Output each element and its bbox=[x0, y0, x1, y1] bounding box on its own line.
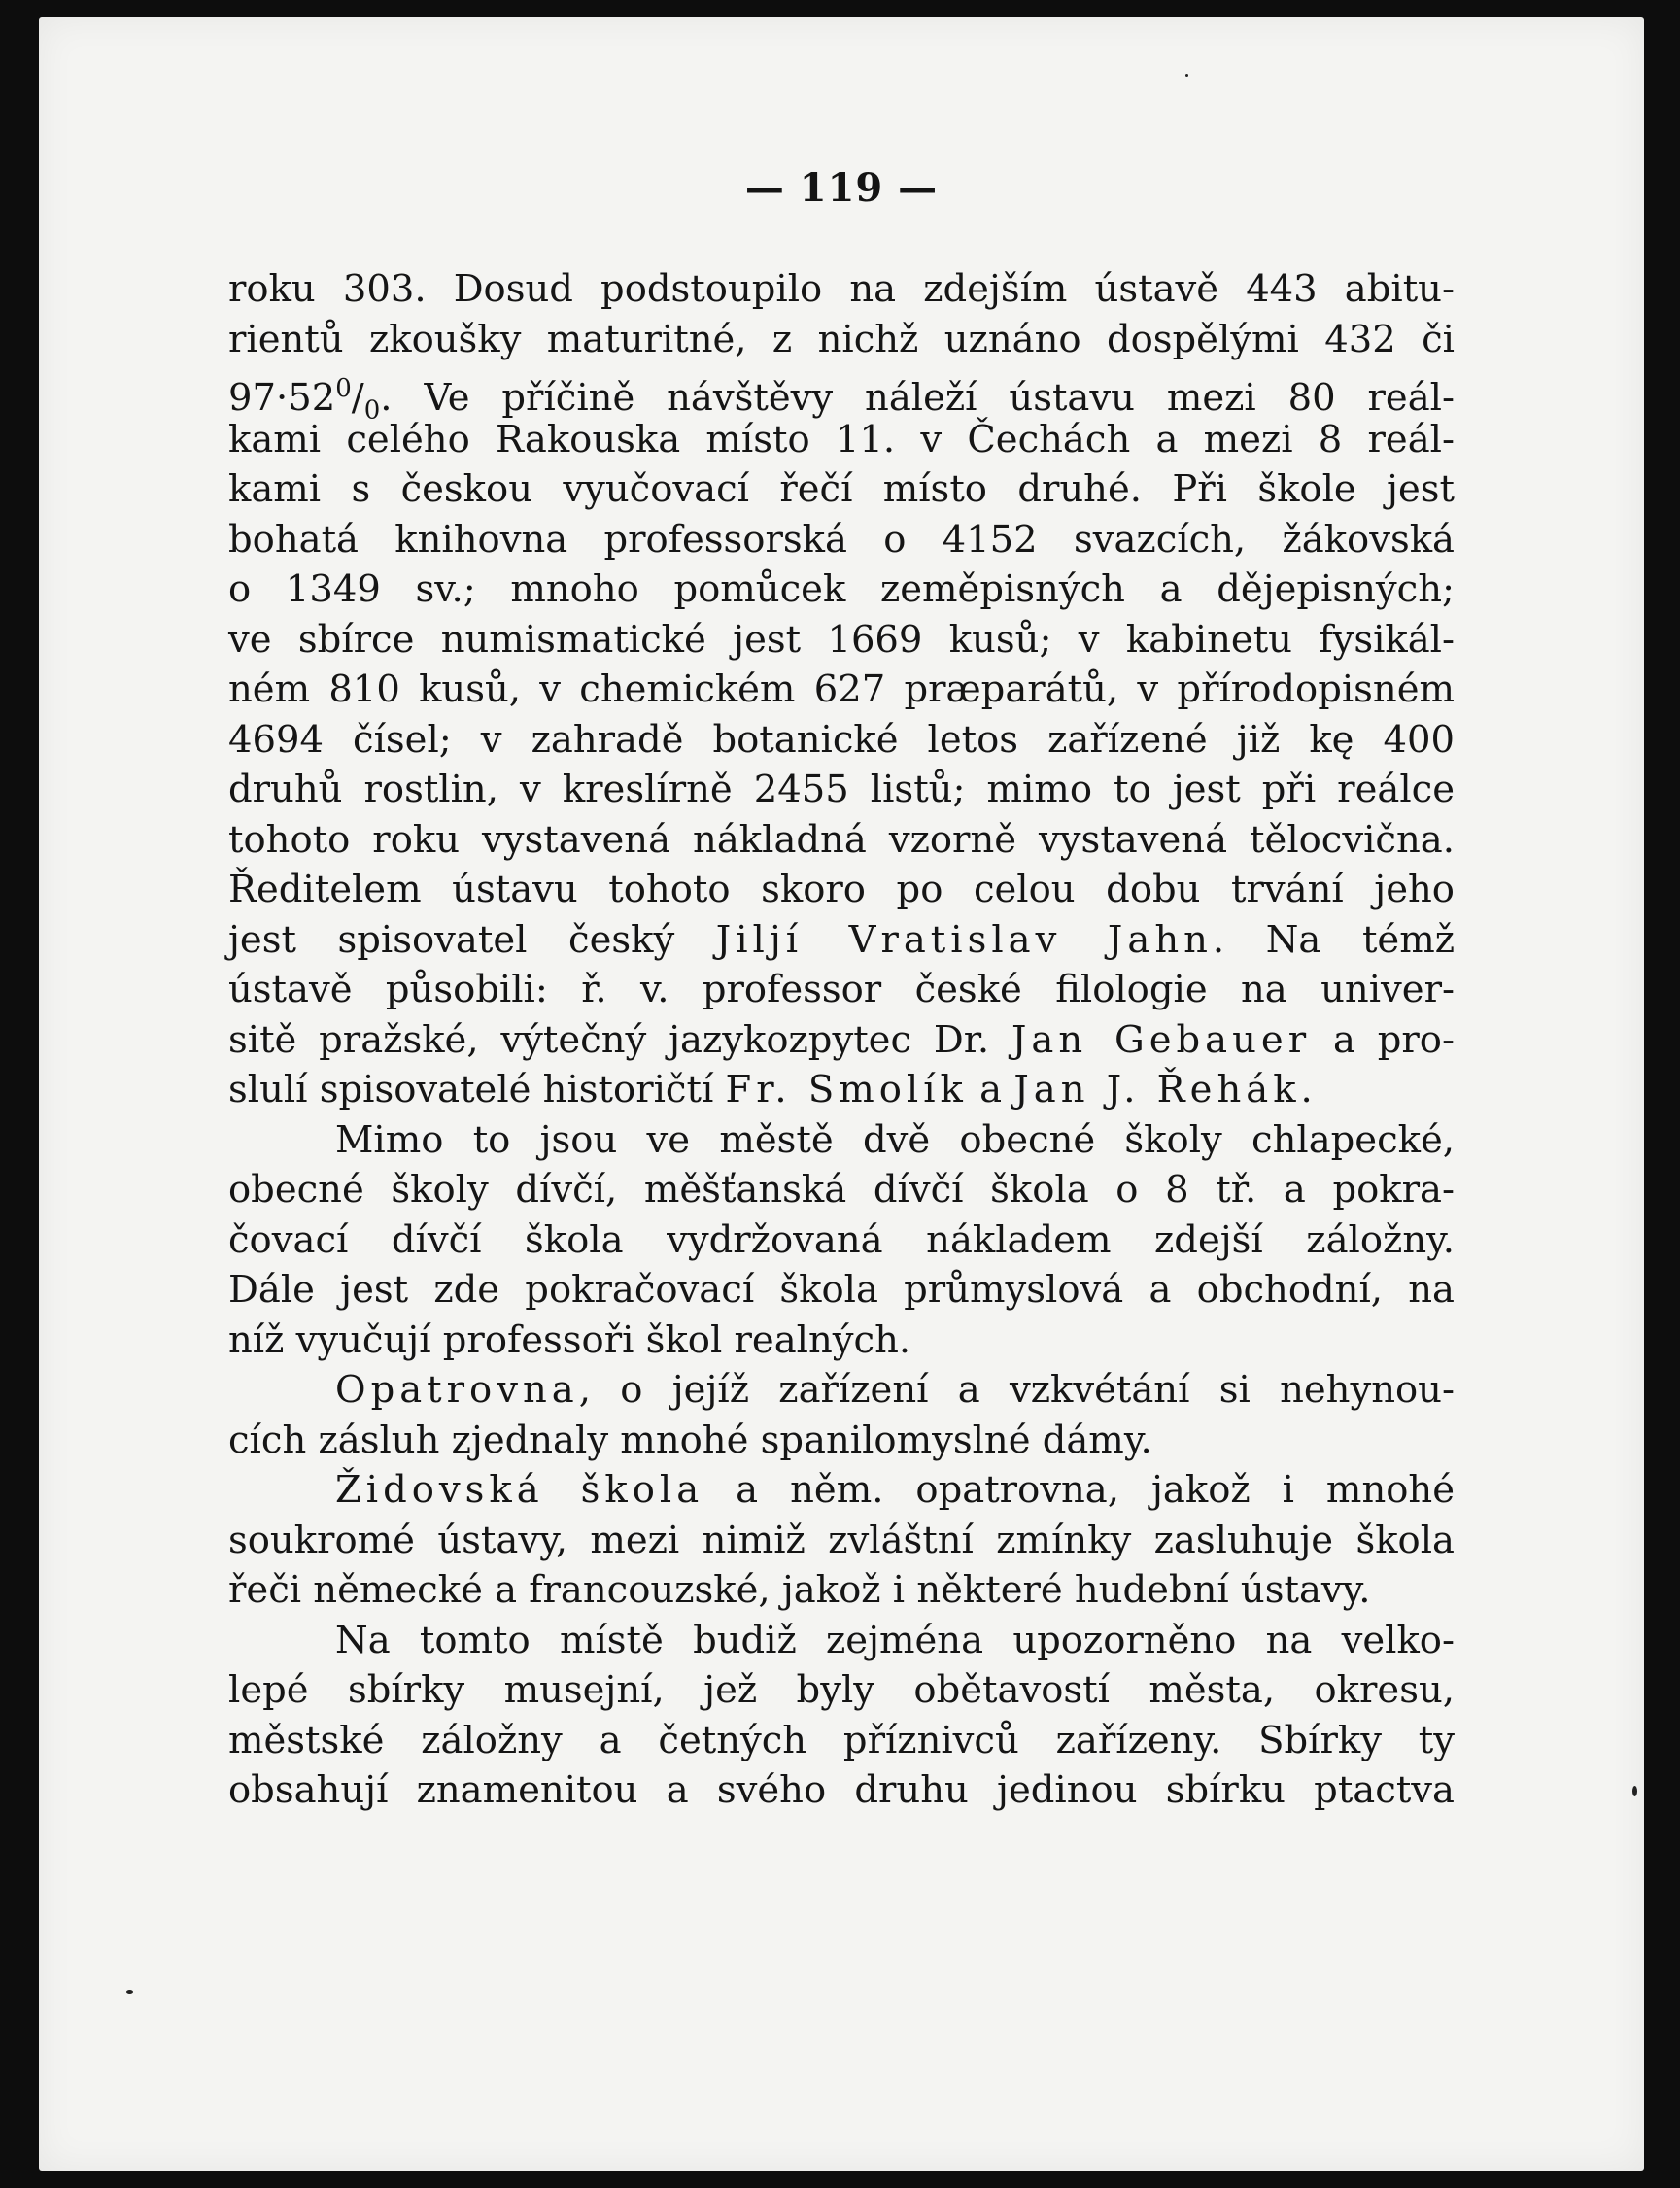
text-line: Opatrovna, o jejíž zařízení a vzkvétání si nehynou- bbox=[335, 1368, 1455, 1412]
page-number: — 119 — bbox=[744, 165, 939, 211]
text-line: níž vyučují professoři škol realných. bbox=[228, 1317, 911, 1362]
text-line: Ředitelem ústavu tohoto skoro po celou dobu trvání jeho bbox=[228, 868, 1455, 911]
text-line: tohoto roku vystavená nákladná vzorně vystavená tělocvična. bbox=[228, 817, 1455, 862]
text-line: ve sbírce numismatické jest 1669 kusů; v kabinetu fysikál- bbox=[228, 617, 1455, 662]
text-line: o 1349 sv.; mnoho pomůcek zeměpisných a dějepisných; bbox=[228, 567, 1455, 611]
text-line: bohatá knihovna professorská o 4152 svazcích, žákovská bbox=[228, 517, 1455, 562]
text-line: obsahují znamenitou a svého druhu jedinou sbírku ptactva bbox=[228, 1768, 1455, 1812]
text-line: Na tomto místě budiž zejména upozorněno na velko- bbox=[335, 1618, 1455, 1662]
text-line: sitě pražské, výtečný jazykozpytec Dr. Jan Gebauer a pro- bbox=[228, 1017, 1455, 1062]
text-line: soukromé ústavy, mezi nimiž zvláštní zmínky zasluhuje škola bbox=[228, 1518, 1455, 1562]
text-line: řeči německé a francouzské, jakož i některé hudební ústavy. bbox=[228, 1568, 1371, 1612]
paper-speck bbox=[1185, 74, 1188, 77]
text-line: druhů rostlin, v kreslírně 2455 listů; mimo to jest při reálce bbox=[228, 768, 1455, 811]
text-line: obecné školy dívčí, měšťanská dívčí škola o 8 tř. a pokra- bbox=[228, 1168, 1455, 1212]
paper-speck bbox=[126, 1990, 133, 1994]
text-line: 4694 čísel; v zahradě botanické letos zařízené již kę 400 bbox=[228, 717, 1455, 762]
book-page bbox=[39, 17, 1644, 2171]
paper-speck bbox=[1632, 1786, 1637, 1796]
text-line: lepé sbírky musejní, jež byly obětavostí města, okresu, bbox=[228, 1668, 1455, 1712]
text-line: rientů zkoušky maturitné, z nichž uznáno dospělými 432 či bbox=[228, 317, 1455, 361]
text-line: slulí spisovatelé historičtí Fr. Smolík a Jan J. Řehák. bbox=[228, 1068, 1313, 1111]
body-text bbox=[228, 264, 1455, 1816]
text-line: kami celého Rakouska místo 11. v Čechách a mezi 8 reál- bbox=[228, 417, 1455, 462]
text-line: čovací dívčí škola vydržovaná nákladem zdejší záložny. bbox=[228, 1217, 1455, 1262]
text-line: $97\cdot 52^0/_0$. Ve příčině návštěvy náleží ústavu mezi 80 reál- bbox=[228, 374, 1455, 426]
text-line: roku 303. Dosud podstoupilo na zdejším ústavě 443 abitu- bbox=[228, 267, 1455, 311]
text-line: kami s českou vyučovací řečí místo druhé. Při škole jest bbox=[228, 467, 1455, 511]
text-line: městské záložny a četných příznivců zařízeny. Sbírky ty bbox=[228, 1718, 1455, 1762]
text-line: Mimo to jsou ve městě dvě obecné školy chlapecké, bbox=[335, 1117, 1455, 1162]
text-line: ústavě působili: ř. v. professor české filologie na univer- bbox=[228, 968, 1455, 1011]
text-line: ném 810 kusů, v chemickém 627 præparátů, v přírodopisném bbox=[228, 667, 1455, 711]
text-line: jest spisovatel český Jiljí Vratislav Jahn. Na témž bbox=[228, 917, 1455, 962]
text-line: Židovská škola a něm. opatrovna, jakož i mnohé bbox=[335, 1468, 1455, 1512]
text-line: Dále jest zde pokračovací škola průmyslová a obchodní, na bbox=[228, 1268, 1455, 1312]
text-line: cích zásluh zjednaly mnohé spanilomyslné dámy. bbox=[228, 1418, 1152, 1462]
